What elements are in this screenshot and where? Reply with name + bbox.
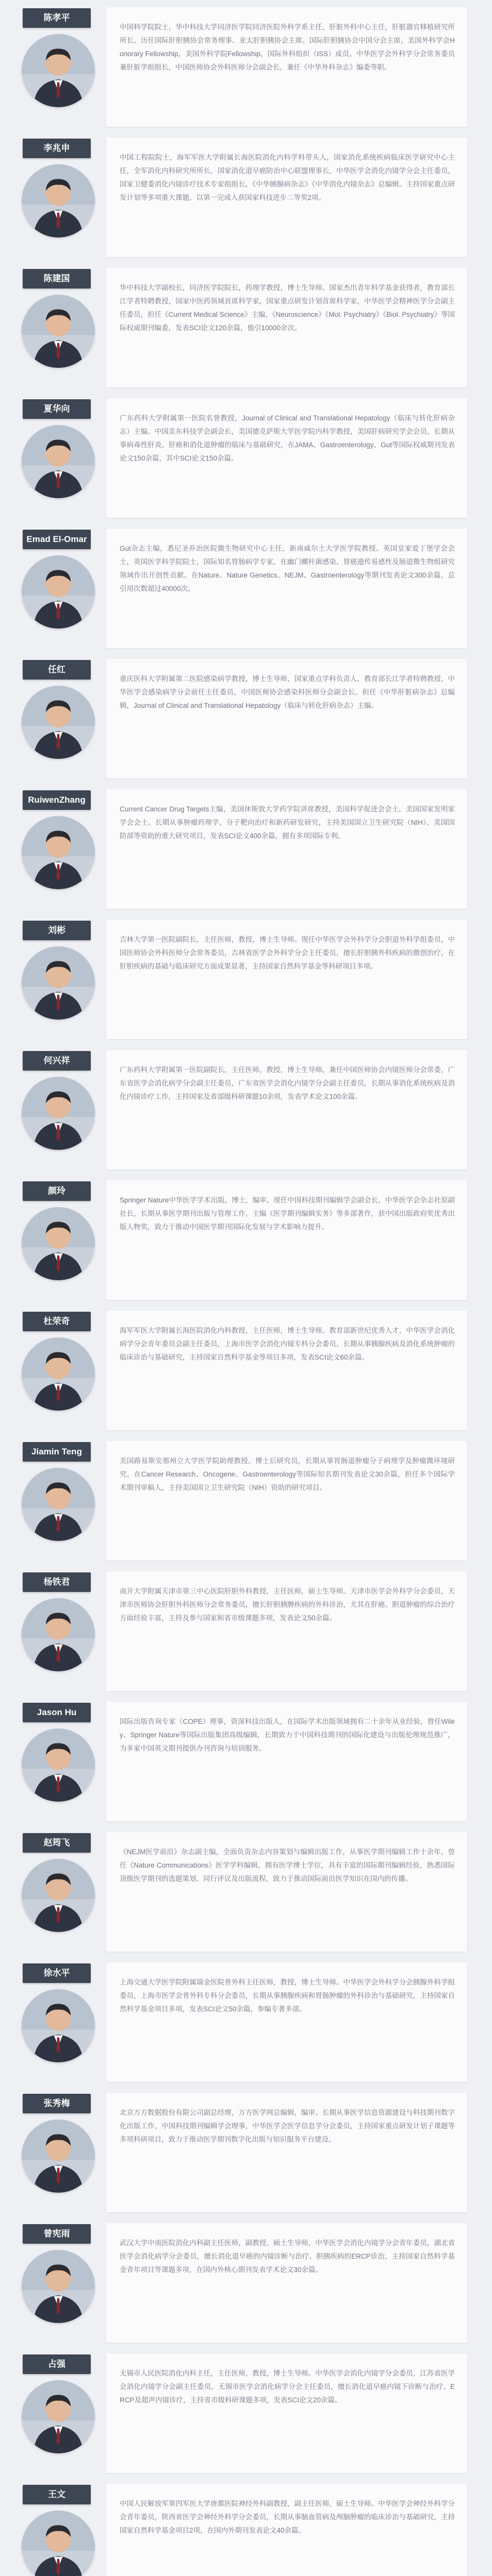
expert-entry <box>12 2482 478 2576</box>
expert-entry <box>12 1309 478 1439</box>
expert-photo <box>22 1207 95 1280</box>
expert-bio-card <box>106 789 467 909</box>
expert-name-tag: 杜荣奇 <box>23 1312 91 1331</box>
expert-bio-text: 武汉大学中南医院消化内科副主任医师，副教授，硕士生导师，中华医学会消化内镜学分会青年委员，湖北省医学会消化病学分会委员，擅长消化道早癌的内镜诊断与治疗、胆胰疾病的ERCP诊治，主持国家自然科学基金青年项目等课题多项，在国内外核心期刊发表学术论文30余篇。 <box>120 2239 455 2274</box>
expert-entry <box>12 2091 478 2221</box>
avatar-icon <box>22 2120 95 2193</box>
avatar-icon <box>22 1859 95 1932</box>
expert-bio-card <box>106 659 467 778</box>
expert-name-tag: 徐水平 <box>23 1963 91 1983</box>
avatar-icon <box>22 1468 95 1541</box>
avatar-icon <box>22 1207 95 1280</box>
expert-bio-card <box>106 2223 467 2343</box>
expert-bio-text: 上海交通大学医学院附属瑞金医院普外科主任医师，教授，博士生导师。中华医学会外科学分会胰腺外科学组委员，上海市医学会普外科专科分会委员，长期从事胰腺疾病和胃肠肿瘤的外科诊治与基础研究，主持国家自然科学基金项目多项，发表SCI论文50余篇，参编专著多部。 <box>120 1978 455 2013</box>
expert-entry <box>12 1048 478 1178</box>
expert-entry <box>12 527 478 657</box>
expert-entry <box>12 5 478 135</box>
expert-bio-card <box>106 920 467 1039</box>
expert-name-tag: 赵筠飞 <box>23 1833 91 1853</box>
expert-bio-card <box>106 138 467 257</box>
expert-bio-text: 海军军医大学附属长海医院消化内科教授，主任医师，博士生导师，教育部新世纪优秀人才，中华医学会消化病学分会青年委员会副主任委员，上海市医学会消化内镜专科分会委员。长期从事胰腺疾病及消化系统肿瘤的临床诊治与基础研究，主持国家自然科学基金等项目多项，发表SCI论文60余篇。 <box>120 1327 455 1361</box>
expert-name-tag: Emad El-Omar <box>23 530 91 549</box>
expert-name-tag: 任红 <box>23 660 91 680</box>
expert-entry <box>12 1700 478 1830</box>
expert-photo <box>22 1468 95 1541</box>
expert-bio-text: 重庆医科大学附属第二医院感染病学教授，博士生导师，国家重点学科负责人，教育部长江学者特聘教授，中华医学会感染病学分会前任主任委员，中国医师协会感染科医师分会副会长。担任《中华肝脏病杂志》总编辑，Journal of Clinical and Translational Hepatology（临床与转化肝病杂志）主编。 <box>120 675 455 709</box>
expert-bio-card <box>106 2093 467 2212</box>
expert-photo <box>22 164 95 238</box>
avatar-icon <box>22 1728 95 1802</box>
avatar-icon <box>22 1337 95 1411</box>
expert-bio-card <box>106 1311 467 1430</box>
avatar-icon <box>22 1077 95 1150</box>
expert-photo <box>22 2380 95 2453</box>
expert-bio-card <box>106 1441 467 1561</box>
expert-photo <box>22 2250 95 2323</box>
expert-name-tag: 陈建国 <box>23 269 91 289</box>
expert-photo <box>22 1337 95 1411</box>
expert-photo <box>22 1989 95 2062</box>
expert-name-tag: 何兴祥 <box>23 1051 91 1071</box>
avatar-icon <box>22 555 95 629</box>
expert-bio-text: 《NEJM医学前沿》杂志副主编，全面负责杂志内容策划与编辑出版工作，从事医学期刊编辑工作十余年，曾任《Nature Communications》医学学科编辑，拥有医学博士学位，具有丰富的国际期刊编辑经验，熟悉国际顶级医学期刊的选题策划、同行评议及出版流程，致力于推动国际前沿医学知识在国内的传播。 <box>120 1848 455 1883</box>
expert-entry <box>12 266 478 396</box>
expert-bio-card <box>106 2484 467 2576</box>
avatar-icon <box>22 2380 95 2453</box>
avatar-icon <box>22 816 95 889</box>
expert-bio-text: 华中科技大学副校长，同济医学院院长，药理学教授，博士生导师。国家杰出青年科学基金获得者，教育部长江学者特聘教授，国家中医药领域首席科学家，国家重点研发计划首席科学家，中华医学会精神医学分会副主任委员，担任《Current Medical Science》主编，《Neuroscience》《Mol. Psychiatry》《Biol. Psychiatry》等国际权威期刊编委，发表SCI论文120余篇，他引10000余次。 <box>120 284 455 332</box>
expert-bio-text: 国际出版咨询专家（COPE）理事，资深科技出版人，在国际学术出版领域拥有二十余年从业经验，曾任Wiley、Springer Nature等国际出版集团高级编辑，长期致力于中国科技期刊的国际化建设与出版伦理规范推广，为多家中国英文期刊提供办刊咨询与培训服务。 <box>120 1718 455 1752</box>
expert-bio-text: 南开大学附属天津市第三中心医院肝胆外科教授，主任医师，硕士生导师。天津市医学会外科学分会委员，天津市医师协会肝胆外科医师分会常务委员，擅长肝胆胰脾疾病的外科诊治，尤其在肝癌、胆道肿瘤的综合治疗方面经验丰富，主持及参与国家和省市级课题多项，发表论文50余篇。 <box>120 1587 455 1622</box>
expert-entry <box>12 1830 478 1960</box>
expert-photo <box>22 1859 95 1932</box>
expert-bio-card <box>106 1571 467 1691</box>
expert-bio-text: 中国人民解放军第四军医大学唐都医院神经外科副教授，副主任医师，硕士生导师。中华医学会神经外科学分会青年委员，陕西省医学会神经外科学分会委员，长期从事脑血管病及颅脑肿瘤的临床诊治与基础研究，主持国家自然科学基金项目2项，在国内外期刊发表论文40余篇。 <box>120 2500 455 2534</box>
expert-name-tag: 李兆申 <box>23 139 91 158</box>
expert-bio-card <box>106 268 467 387</box>
expert-name-tag: 夏华向 <box>23 399 91 419</box>
avatar-icon <box>22 2250 95 2323</box>
avatar-icon <box>22 2511 95 2576</box>
expert-bio-text: 中国科学院院士，华中科技大学同济医学院同济医院外科学系主任，肝脏外科中心主任，肝脏器官移植研究所所长。历任国际肝胆胰协会常务理事、亚太肝胆胰协会主席。国际肝胆胰协会中国分会主席，美国外科学会Honorary Fellowship，美国外科学院Fellowship，国际外科组织（ISS）成员。中华医学会外科学分会常务委员兼肝脏学组组长，中国医师协会外科医师分会副会长，兼任《中华外科杂志》编委等职。 <box>120 23 455 71</box>
expert-bio-card <box>106 1050 467 1170</box>
expert-bio-text: Springer Nature中华医学学术出版，博士，编审。现任中国科技期刊编辑学会副会长，中华医学会杂志社原副社长，长期从事医学期刊出版与管理工作，主编《医学期刊编辑实务》等多部著作，获中国出版政府奖优秀出版人物奖，致力于推动中国医学期刊国际化发展与学术影响力提升。 <box>120 1196 455 1231</box>
expert-bio-text: 美国路易斯安那州立大学医学院助理教授，博士后研究员，长期从事胃肠道肿瘤分子病理学及肿瘤微环境研究，在Cancer Research、Oncogene、Gastroenterology等国际知名期刊发表论文30余篇，担任多个国际学术期刊审稿人，主持美国国立卫生研究院（NIH）资助的研究项目。 <box>120 1457 455 1492</box>
expert-bio-text: Gut杂志主编，悉尼圣乔治医院微生物研究中心主任，新南威尔士大学医学院教授。英国皇家爱丁堡学会会士，英国医学科学院院士，国际知名胃肠病学专家，在幽门螺杆菌感染、胃癌遗传易感性及肠道微生物组研究领域作出开创性贡献。在Nature、Nature Genetics、NEJM、Gastroenterology等期刊发表论文300余篇，总引用次数超过40000次。 <box>120 545 455 592</box>
expert-name-tag: RuiwenZhang <box>23 790 91 810</box>
expert-name-tag: 曾宪雨 <box>23 2224 91 2244</box>
expert-photo <box>22 1598 95 1671</box>
expert-photo <box>22 1728 95 1802</box>
expert-photo <box>22 2120 95 2193</box>
expert-entry <box>12 135 478 266</box>
expert-photo <box>22 34 95 107</box>
avatar-icon <box>22 425 95 498</box>
avatar-icon <box>22 686 95 759</box>
expert-name-tag: Jiamin Teng <box>23 1442 91 1462</box>
expert-photo <box>22 946 95 1020</box>
expert-entry <box>12 2351 478 2482</box>
expert-bio-card <box>106 2353 467 2473</box>
expert-bio-card <box>106 1832 467 1952</box>
expert-entry <box>12 787 478 918</box>
expert-bio-card <box>106 7 467 127</box>
expert-name-tag: 颜玲 <box>23 1181 91 1201</box>
expert-entry <box>12 1960 478 2091</box>
expert-bio-text: 吉林大学第一医院副院长，主任医师，教授，博士生导师。现任中华医学会外科学分会胆道外科学组委员，中国医师协会外科医师分会常务委员，吉林省医学会外科学分会主任委员，擅长肝胆胰外科疾病的微创治疗，在肝胆疾病的基础与临床研究方面成果显著，主持国家自然科学基金等科研项目多项。 <box>120 936 455 970</box>
avatar-icon <box>22 946 95 1020</box>
expert-photo <box>22 1077 95 1150</box>
expert-entry <box>12 396 478 527</box>
expert-entry <box>12 2221 478 2351</box>
expert-bio-card <box>106 1962 467 2082</box>
avatar-icon <box>22 1598 95 1671</box>
expert-photo <box>22 295 95 368</box>
expert-bio-card <box>106 529 467 648</box>
expert-bio-text: 广东药科大学附属第一医院副院长，主任医师，教授，博士生导师，兼任中国医师协会内镜医师分会常委，广东省医学会消化病学分会副主任委员，广东省医学会消化内镜学分会副主任委员，长期从事消化系统疾病及消化内镜诊疗工作，主持国家及省部级科研课题10余项，发表学术论文100余篇。 <box>120 1066 455 1100</box>
expert-entry <box>12 1439 478 1569</box>
expert-photo <box>22 555 95 629</box>
expert-name-tag: 陈孝平 <box>23 8 91 28</box>
expert-bio-text: 中国工程院院士，海军军医大学附属长海医院消化内科学科带头人，国家消化系统疾病临床医学研究中心主任，全军消化内科研究所所长，国家消化道早癌防治中心联盟理事长，中华医学会消化内镜学分会主任委员，国家卫健委消化内镜诊疗技术专家组组长，《中华胰腺病杂志》《中华消化内镜杂志》总编辑。主持国家重点研发计划等多项重大课题，以第一完成人获国家科技进步二等奖2项。 <box>120 154 455 201</box>
expert-entry <box>12 1569 478 1700</box>
expert-bio-text: 北京万方数据股份有限公司副总经理，万方医学网总编辑，编审。长期从事医学信息资源建设与科技期刊数字化出版工作，中国科技期刊编辑学会理事，中华医学会医学信息学分会委员，主持国家重点研发计划子课题等多项科研项目，致力于推动医学期刊数字化出版与知识服务平台建设。 <box>120 2109 455 2143</box>
avatar-icon <box>22 295 95 368</box>
expert-photo <box>22 686 95 759</box>
expert-bio-text: 无锡市人民医院消化内科主任，主任医师，教授，博士生导师。中华医学会消化内镜学分会委员，江苏省医学会消化内镜学分会副主任委员，无锡市医学会消化病学分会主任委员，擅长消化道早癌内镜下诊断与治疗、ERCP及超声内镜诊疗，主持省市级科研课题多项，发表SCI论文20余篇。 <box>120 2369 455 2404</box>
avatar-icon <box>22 1989 95 2062</box>
expert-name-tag: 王文 <box>23 2485 91 2504</box>
expert-entry <box>12 1178 478 1309</box>
expert-photo <box>22 2511 95 2576</box>
expert-bio-text: 广东药科大学附属第一医院名誉教授，Journal of Clinical and Translational Hepatology（临床与转化肝病杂志）主编。中国美东科技学会副会长，美国德克萨斯大学医学院内科学教授，美国肝病研究学会会员，长期从事病毒性肝炎、肝癌和消化道肿瘤的临床与基础研究，在JAMA、Gastroenterology、Gut等国际权威期刊发表论文150余篇，其中SCI论文150余篇。 <box>120 414 455 462</box>
avatar-icon <box>22 164 95 238</box>
expert-bio-card <box>106 1702 467 1821</box>
avatar-icon <box>22 34 95 107</box>
expert-bio-card <box>106 398 467 518</box>
expert-bio-text: Current Cancer Drug Targets主编，美国休斯敦大学药学院讲席教授，美国科学促进会会士，美国国家发明家学会会士。长期从事肿瘤药理学、分子靶向治疗和新药研发研究，主持美国国立卫生研究院（NIH）、美国国防部等资助的重大研究项目，发表SCI论文400余篇，拥有多项国际专利。 <box>120 805 455 840</box>
expert-entry <box>12 657 478 787</box>
expert-photo <box>22 816 95 889</box>
expert-name-tag: 刘彬 <box>23 921 91 940</box>
expert-photo <box>22 425 95 498</box>
expert-entry <box>12 918 478 1048</box>
expert-bio-card <box>106 1180 467 1300</box>
expert-name-tag: 占强 <box>23 2354 91 2374</box>
expert-name-tag: 杨铁君 <box>23 1572 91 1592</box>
expert-name-tag: 张秀梅 <box>23 2094 91 2113</box>
expert-name-tag: Jason Hu <box>23 1703 91 1722</box>
